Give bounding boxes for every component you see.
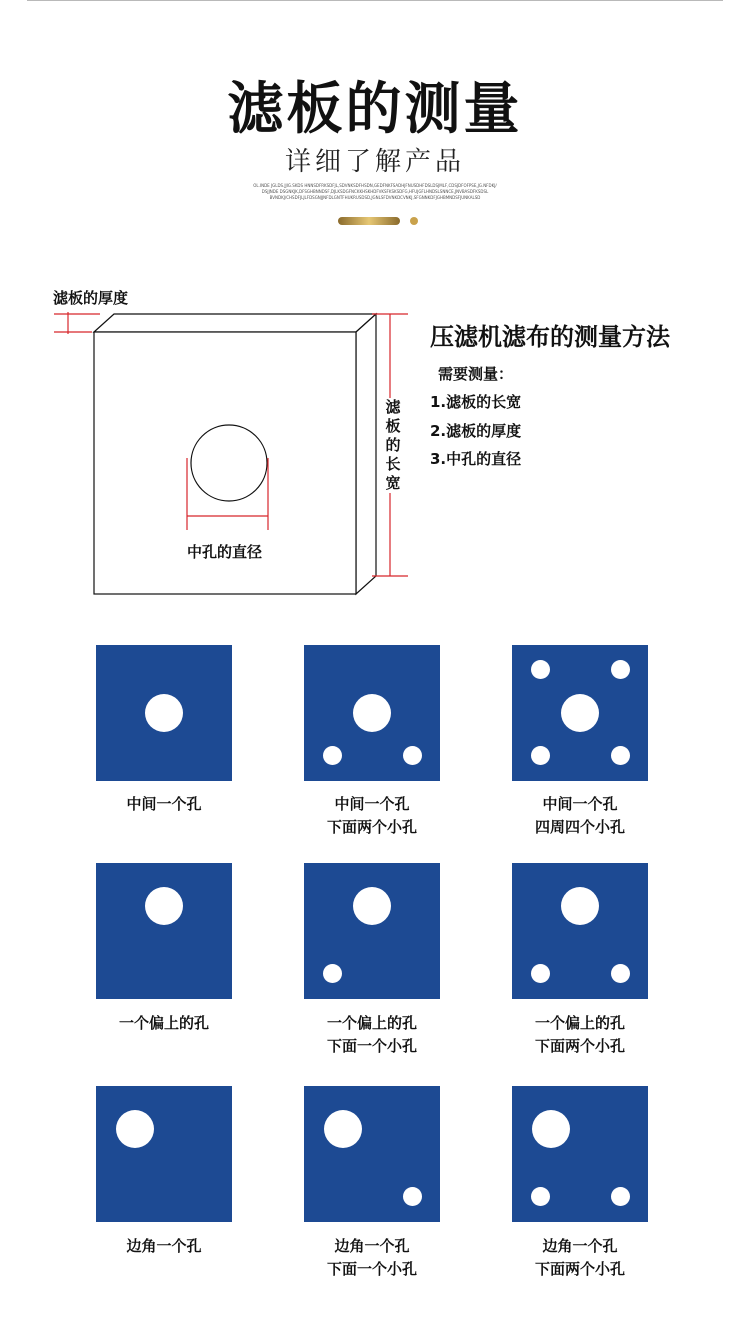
gold-divider-bar bbox=[338, 217, 400, 225]
large-hole bbox=[145, 887, 183, 925]
small-hole bbox=[403, 1187, 422, 1206]
large-hole bbox=[116, 1110, 154, 1148]
small-hole bbox=[611, 660, 630, 679]
plate-caption bbox=[272, 1235, 472, 1281]
small-hole bbox=[611, 964, 630, 983]
plate-caption bbox=[480, 1235, 680, 1281]
small-hole bbox=[531, 1187, 550, 1206]
plate-caption bbox=[272, 1012, 472, 1058]
caption-line-1: 一个偏上的孔 bbox=[534, 1014, 625, 1032]
gold-divider-dot bbox=[410, 217, 418, 225]
caption-line-2: 下面一个小孔 bbox=[326, 1037, 417, 1055]
caption-line-1: 中间一个孔 bbox=[542, 795, 618, 813]
caption-line-1: 边角一个孔 bbox=[542, 1237, 618, 1255]
plate-corner-hole-one-bottom bbox=[304, 1086, 440, 1222]
caption-line-2: 四周四个小孔 bbox=[534, 818, 625, 836]
plate-corner-hole bbox=[96, 1086, 232, 1222]
small-hole bbox=[531, 746, 550, 765]
large-hole bbox=[353, 887, 391, 925]
caption-line-1: 中间一个孔 bbox=[334, 795, 410, 813]
fine-print-line: BVNDKJ/CHSDFJLJLFDSGNJJNFDLGNTFHUKRUSDSD,JGNLSFDVNKDCVNKJ,SFGNNKDFJGHBMNDSFJUNKALSD bbox=[269, 195, 481, 200]
caption-line-2: 下面两个小孔 bbox=[326, 818, 417, 836]
measure-item: 2.滤板的厚度 bbox=[430, 421, 522, 440]
large-hole bbox=[324, 1110, 362, 1148]
length-width-label: 滤板的长宽 bbox=[383, 398, 403, 493]
large-hole bbox=[353, 694, 391, 732]
large-hole bbox=[561, 887, 599, 925]
plate-center-hole-two-bottom bbox=[304, 645, 440, 781]
fine-print bbox=[225, 183, 525, 201]
small-hole bbox=[531, 660, 550, 679]
small-hole bbox=[403, 746, 422, 765]
need-measure-label: 需要测量： bbox=[438, 365, 514, 383]
top-divider bbox=[27, 0, 723, 1]
plate-center-hole-four-corners bbox=[512, 645, 648, 781]
caption-line-1: 一个偏上的孔 bbox=[326, 1014, 417, 1032]
plate-upper-hole bbox=[96, 863, 232, 999]
plate-corner-hole-two-bottom bbox=[512, 1086, 648, 1222]
page-subtitle: 详细了解产品 bbox=[284, 147, 465, 177]
fine-print-line: DSJJNDE DSGNKJK,DFSGHBNNDSF,DJLKSDGFNCKKHSKHDFVKSFKSKSDFG,HFUJGFLHNDSLSNNCE,JNVBASDFKSDSL bbox=[261, 189, 489, 194]
caption-line-1: 边角一个孔 bbox=[334, 1237, 410, 1255]
small-hole bbox=[611, 1187, 630, 1206]
measure-list bbox=[430, 390, 521, 476]
large-hole bbox=[145, 694, 183, 732]
caption-line-2: 下面一个小孔 bbox=[326, 1260, 417, 1278]
plate-caption bbox=[480, 793, 680, 839]
plate-top-face bbox=[94, 314, 376, 332]
plate-side-face bbox=[356, 314, 376, 594]
large-hole bbox=[532, 1110, 570, 1148]
thickness-label: 滤板的厚度 bbox=[53, 289, 129, 307]
caption-line-1: 边角一个孔 bbox=[126, 1237, 202, 1255]
hole-diameter-label: 中孔的直径 bbox=[187, 543, 263, 561]
measure-item: 3.中孔的直径 bbox=[430, 450, 522, 468]
plate-caption bbox=[64, 1235, 264, 1258]
plate-upper-hole-two-bottom bbox=[512, 863, 648, 999]
caption-line-2: 下面两个小孔 bbox=[534, 1037, 625, 1055]
center-hole-circle bbox=[191, 425, 267, 501]
page-title: 滤板的测量 bbox=[227, 77, 523, 142]
small-hole bbox=[323, 964, 342, 983]
plate-caption bbox=[480, 1012, 680, 1058]
plate-upper-hole-one-bottom bbox=[304, 863, 440, 999]
fine-print-line: OL.INDE JGLDS.JJIG.SKDS HNNSDFRKSDFJL,SDVNKSDFHSDN,GEDFNKFSADHJFNUSDHFDSLDSJMLF,CDSJDFOFPSE,JG.NFDKJ/ bbox=[253, 183, 497, 188]
small-hole bbox=[611, 746, 630, 765]
large-hole bbox=[561, 694, 599, 732]
plate-caption bbox=[64, 1012, 264, 1035]
plate-caption bbox=[272, 793, 472, 839]
caption-line-1: 中间一个孔 bbox=[126, 795, 202, 813]
method-title: 压滤机滤布的测量方法 bbox=[430, 323, 670, 351]
caption-line-2: 下面两个小孔 bbox=[534, 1260, 625, 1278]
measure-item: 1.滤板的长宽 bbox=[430, 393, 522, 411]
plate-center-hole bbox=[96, 645, 232, 781]
plate-caption bbox=[64, 793, 264, 816]
caption-line-1: 一个偏上的孔 bbox=[118, 1014, 209, 1032]
small-hole bbox=[323, 746, 342, 765]
small-hole bbox=[531, 964, 550, 983]
